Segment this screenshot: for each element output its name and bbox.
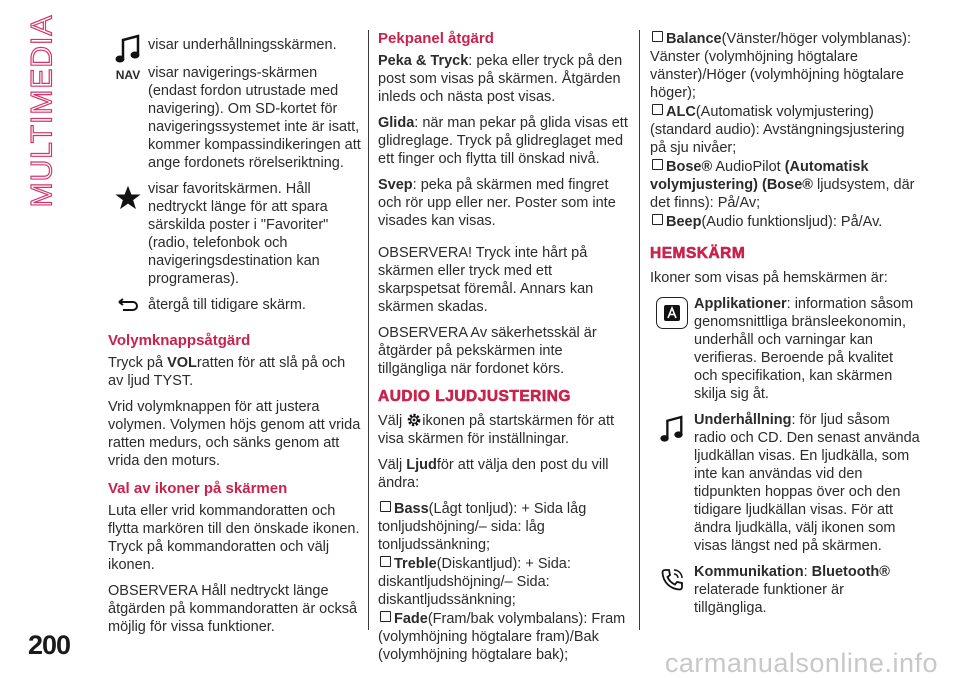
music-note-icon bbox=[659, 415, 685, 445]
touch-note-2: OBSERVERA Av säkerhetsskäl är åtgärder på pekskärmen inte tillgängliga när fordonet körs. bbox=[378, 325, 597, 377]
section-side-tab: MULTIMEDIA bbox=[25, 14, 59, 208]
volume-para-1: Tryck på VOLratten för att slå på och av ljud TYST. bbox=[108, 355, 346, 389]
touch-slide: Glida: när man pekar på glida visas ett glidreglage. Tryck på glidreglaget med ett finger och flytta till önskad nivå. bbox=[378, 115, 628, 167]
favorites-desc: visar favoritskärmen. Håll nedtryckt länge för att spara särskilda poster i "Favoriter" (radio, telefonbok och navigeringsdestination kan programeras). bbox=[148, 181, 329, 287]
audio-item-balance: Balance(Vänster/höger volymblanas): Vänster (volymhöjning högtalare vänster)/Höger (volymhöjning högtalare höger); bbox=[650, 31, 912, 101]
volume-heading: Volymknappsåtgärd bbox=[108, 332, 251, 349]
touch-swipe: Svep: peka på skärmen med fingret och rör upp eller ner. Poster som inte visades kan visas. bbox=[378, 177, 616, 229]
home-item-communication bbox=[650, 563, 920, 625]
column-divider bbox=[368, 30, 369, 630]
home-item-entertainment bbox=[650, 411, 920, 563]
checkbox-icon bbox=[652, 214, 663, 225]
checkbox-icon bbox=[380, 611, 391, 622]
audio-item-bass: Bass(Lågt tonljud): + Sida låg tonljudshöjning/– sida: låg tonljudssänkning; bbox=[378, 501, 587, 553]
home-intro: Ikoner som visas på hemskärmen är: bbox=[650, 270, 888, 286]
touch-note-1: OBSERVERA! Tryck inte hårt på skärmen eller tryck med ett skarpspetsat föremål. Annars kan skärmen skadas. bbox=[378, 245, 594, 315]
back-entry bbox=[108, 296, 363, 322]
gear-icon bbox=[406, 412, 422, 428]
entertainment-desc: Underhållning: för ljud såsom radio och CD. Den senast använda ljudkällan visas. En ljudkälla, som inte kan användas vid den tidpunkten hoppas över och den tidigare ljudkällan visas. För att ändra ljudkälla, välj ikonen som visas längst ned på skärmen. bbox=[694, 412, 920, 554]
nav-entry bbox=[108, 30, 363, 180]
audio-item-alc: ALC(Automatisk volymjustering) (standard audio): Avstängningsjustering på sju nivåer; bbox=[650, 104, 905, 156]
audio-item-treble: Treble(Diskantljud): + Sida: diskantljudshöjning/– Sida: diskantljudssänkning; bbox=[378, 556, 571, 608]
star-icon bbox=[114, 184, 142, 212]
favorites-entry bbox=[108, 180, 363, 296]
checkbox-icon bbox=[652, 104, 663, 115]
checkbox-icon bbox=[380, 501, 391, 512]
applications-desc: Applikationer: information såsom genomsnittliga bränsleekonomin, underhåll och varningar kan verifieras. Beroende på kvalitet och specifikation, kan skärmen skilja sig åt. bbox=[694, 296, 914, 402]
home-heading: HEMSKÄRM bbox=[650, 245, 746, 262]
nav-icon-label: NAV bbox=[115, 68, 141, 82]
checkbox-icon bbox=[380, 556, 391, 567]
checkbox-icon bbox=[652, 31, 663, 42]
back-arrow-icon bbox=[117, 298, 139, 312]
phone-icon bbox=[659, 567, 685, 593]
navigation-desc: visar navigerings-skärmen (endast fordon utrustade med navigering). Om SD-kortet för navigeringssystemet inte är isatt, kommer kompassindikeringen att ange fordonets rörelseriktning. bbox=[148, 65, 361, 171]
audio-para-2: Välj Ljudför att välja den post du vill ändra: bbox=[378, 457, 609, 491]
communication-desc: Kommunikation: Bluetooth® relaterade funktioner är tillgängliga. bbox=[694, 564, 890, 616]
audio-para-1: Välj ikonen på startskärmen för att visa skärmen för inställningar. bbox=[378, 413, 615, 447]
select-para-1: Luta eller vrid kommandoratten och flytta markören till den önskade ikonen. Tryck på kommandoratten och välj ikonen. bbox=[108, 503, 360, 573]
audio-item-bose: Bose® AudioPilot (Automatisk volymjustering) (Bose® ljudsystem, där det finns): På/Av; bbox=[650, 159, 915, 211]
audio-heading: AUDIO LJUDJUSTERING bbox=[378, 388, 571, 405]
checkbox-icon bbox=[652, 159, 663, 170]
home-item-applications bbox=[650, 295, 920, 411]
back-desc: återgå till tidigare skärm. bbox=[148, 297, 306, 313]
audio-item-fade: Fade(Fram/bak volymbalans): Fram (volymhöjning högtalare fram)/Bak (volymhöjning högtalare bak); bbox=[378, 611, 626, 663]
music-note-icon bbox=[114, 34, 142, 66]
select-para-2: OBSERVERA Håll nedtryckt länge åtgärden på kommandoratten är också möjlig för vissa funktioner. bbox=[108, 583, 358, 635]
select-heading: Val av ikoner på skärmen bbox=[108, 480, 288, 497]
column-2 bbox=[378, 30, 633, 664]
column-1 bbox=[108, 30, 363, 644]
touch-heading: Pekpanel åtgärd bbox=[378, 30, 494, 47]
column-3 bbox=[650, 30, 920, 625]
entertainment-desc: visar underhållningsskärmen. bbox=[148, 37, 337, 53]
watermark: carmanualsonline.info bbox=[664, 648, 938, 678]
audio-item-beep: Beep(Audio funktionsljud): På/Av. bbox=[650, 213, 920, 231]
touch-tap: Peka & Tryck: peka eller tryck på den post som visas på skärmen. Åtgärden inleds och nästa post visas. bbox=[378, 53, 623, 105]
applications-icon bbox=[656, 297, 688, 329]
page-number: 200 bbox=[28, 630, 71, 660]
column-divider bbox=[639, 30, 640, 630]
volume-para-2: Vrid volymknappen för att justera volymen. Volymen höjs genom att vrida ratten medurs, och sänks genom att vrida den moturs. bbox=[108, 399, 361, 469]
